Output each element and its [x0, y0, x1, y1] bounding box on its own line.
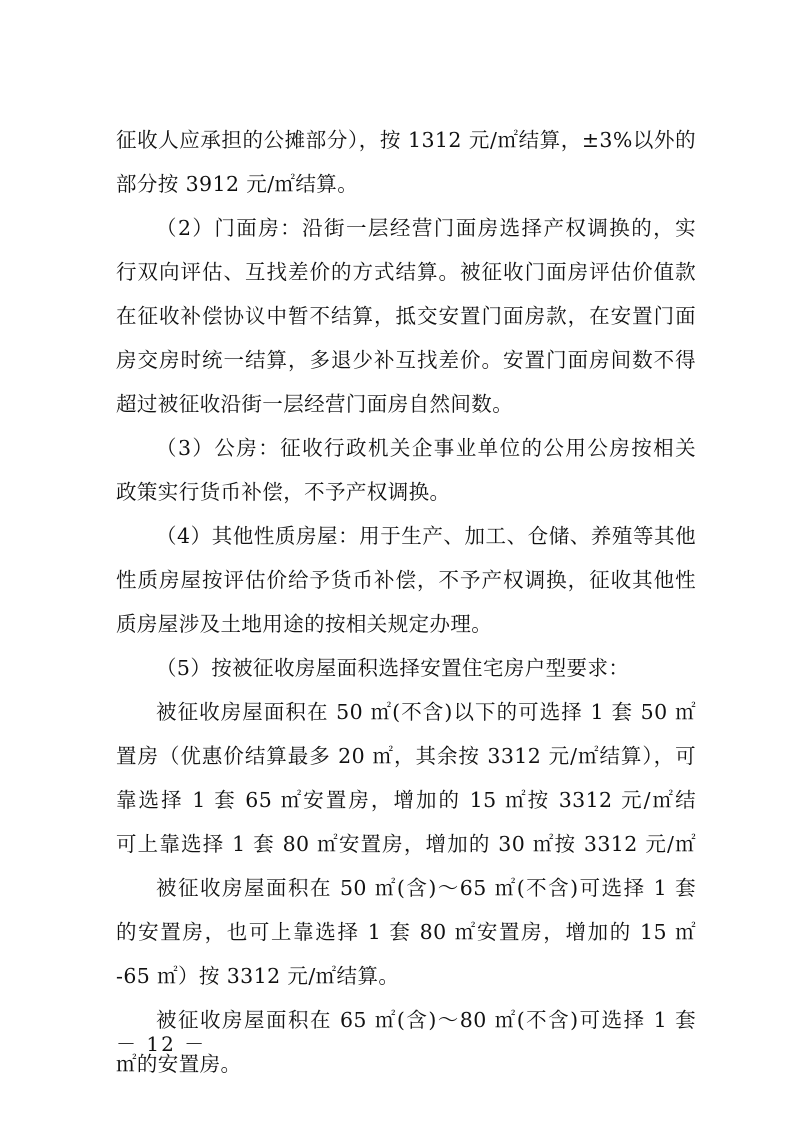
text-line: 超过被征收沿街一层经营门面房自然间数。	[116, 392, 514, 416]
text-line: 政策实行货币补偿，不予产权调换。	[116, 480, 451, 504]
text-line: 质房屋涉及土地用途的按相关规定办理。	[116, 612, 493, 636]
text-line: 征收人应承担的公摊部分），按 1312 元/㎡结算，±3%以外的	[116, 128, 696, 152]
text-line: （4）其他性质房屋：用于生产、加工、仓储、养殖等其他	[156, 524, 696, 548]
text-line: 性质房屋按评估价给予货币补偿，不予产权调换，征收其他性	[116, 568, 696, 592]
text-line: 行双向评估、互找差价的方式结算。被征收门面房评估价值款	[116, 260, 696, 284]
text-line: ㎡的安置房。	[116, 1052, 242, 1076]
text-line: -65 ㎡）按 3312 元/㎡结算。	[116, 964, 400, 988]
text-line: 被征收房屋面积在 65 ㎡(含)～80 ㎡(不含)可选择 1 套	[156, 1008, 696, 1032]
text-line: （5）按被征收房屋面积选择安置住宅房户型要求：	[156, 656, 630, 680]
text-line: 被征收房屋面积在 50 ㎡(不含)以下的可选择 1 套 50 ㎡	[156, 700, 696, 724]
text-line: 房交房时统一结算，多退少补互找差价。安置门面房间数不得	[116, 348, 696, 372]
text-line: 部分按 3912 元/㎡结算。	[116, 172, 359, 196]
text-line: 的安置房，也可上靠选择 1 套 80 ㎡安置房，增加的 15 ㎡	[116, 920, 696, 944]
text-line: （2）门面房：沿街一层经营门面房选择产权调换的，实	[156, 216, 696, 240]
text-line: 在征收补偿协议中暂不结算，抵交安置门面房款，在安置门面	[116, 304, 696, 328]
text-line: （3）公房：征收行政机关企事业单位的公用公房按相关	[156, 436, 696, 460]
text-line: 被征收房屋面积在 50 ㎡(含)～65 ㎡(不含)可选择 1 套	[156, 876, 696, 900]
text-line: 可上靠选择 1 套 80 ㎡安置房，增加的 30 ㎡按 3312 元/㎡	[116, 832, 696, 856]
text-line: 置房（优惠价结算最多 20 ㎡，其余按 3312 元/㎡结算），可	[116, 744, 696, 768]
text-line: 靠选择 1 套 65 ㎡安置房，增加的 15 ㎡按 3312 元/㎡结	[116, 788, 696, 812]
page-number: － 12 －	[116, 1032, 207, 1056]
